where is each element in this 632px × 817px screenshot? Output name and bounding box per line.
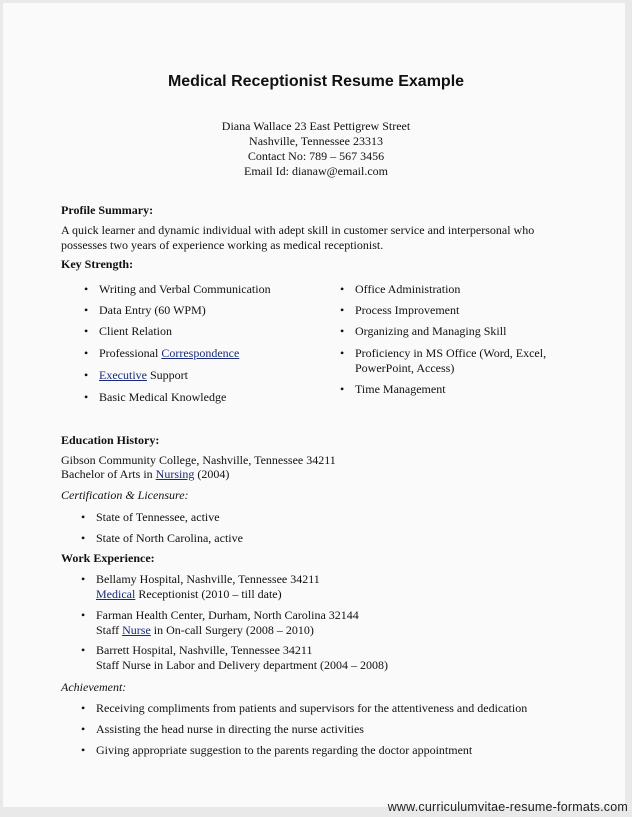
nursing-link[interactable]: Nursing <box>155 467 195 481</box>
list-item: • Time Management <box>340 382 446 396</box>
correspondence-link[interactable]: Correspondence <box>161 346 240 360</box>
education-line-2: Bachelor of Arts in Nursing (2004) <box>61 467 230 481</box>
list-item: • Office Administration <box>340 282 461 296</box>
certification-heading: Certification & Licensure: <box>61 488 189 502</box>
list-item: • Barrett Hospital, Nashville, Tennessee 34211 Staff Nurse in Labor and Delivery department (2004 – 2008) <box>81 643 389 672</box>
profile-line-2: possesses two years of experience working as medical receptionist. <box>61 238 384 252</box>
list-item: • Receiving compliments from patients and supervisors for the attentiveness and dedication <box>81 701 528 715</box>
achievement-heading: Achievement: <box>61 680 127 694</box>
key-strength-heading: Key Strength: <box>61 257 134 271</box>
list-item: • Process Improvement <box>340 303 460 317</box>
executive-link[interactable]: Executive <box>99 368 147 382</box>
profile-line-1: A quick learner and dynamic individual with adept skill in customer service and interpersonal who <box>61 223 535 237</box>
list-item: • Farman Health Center, Durham, North Carolina 32144 Staff Nurse in On-call Surgery (2008 – 2010) <box>81 608 359 637</box>
profile-heading: Profile Summary: <box>61 203 154 217</box>
work-heading: Work Experience: <box>61 551 155 565</box>
list-item: • Giving appropriate suggestion to the parents regarding the doctor appointment <box>81 743 473 757</box>
list-item: • Executive Support <box>84 368 188 382</box>
contact-name-address: Diana Wallace 23 East Pettigrew Street <box>221 119 411 133</box>
contact-city: Nashville, Tennessee 23313 <box>249 134 383 148</box>
contact-email: Email Id: dianaw@email.com <box>243 164 388 178</box>
list-item: • Bellamy Hospital, Nashville, Tennessee 34211 Medical Receptionist (2010 – till date) <box>81 572 320 601</box>
list-item: • Organizing and Managing Skill <box>340 324 507 338</box>
list-item: • Data Entry (60 WPM) <box>84 303 206 317</box>
education-heading: Education History: <box>61 433 160 447</box>
list-item: • Writing and Verbal Communication <box>84 282 271 296</box>
contact-phone: Contact No: 789 – 567 3456 <box>247 149 385 163</box>
list-item: • Proficiency in MS Office (Word, Excel, PowerPoint, Access) <box>340 346 547 375</box>
list-item: • Client Relation <box>84 324 172 338</box>
list-item: • State of North Carolina, active <box>81 531 243 545</box>
list-item: • State of Tennessee, active <box>81 510 220 524</box>
footer-url[interactable]: www.curriculumvitae-resume-formats.com <box>387 800 628 814</box>
list-item: • Basic Medical Knowledge <box>84 390 227 404</box>
nurse-link[interactable]: Nurse <box>122 623 151 637</box>
list-item: • Professional Correspondence <box>84 346 240 360</box>
page-title: Medical Receptionist Resume Example <box>167 73 465 90</box>
list-item: • Assisting the head nurse in directing the nurse activities <box>81 722 364 736</box>
education-line-1: Gibson Community College, Nashville, Tennessee 34211 <box>61 453 336 467</box>
medical-link[interactable]: Medical <box>96 587 136 601</box>
